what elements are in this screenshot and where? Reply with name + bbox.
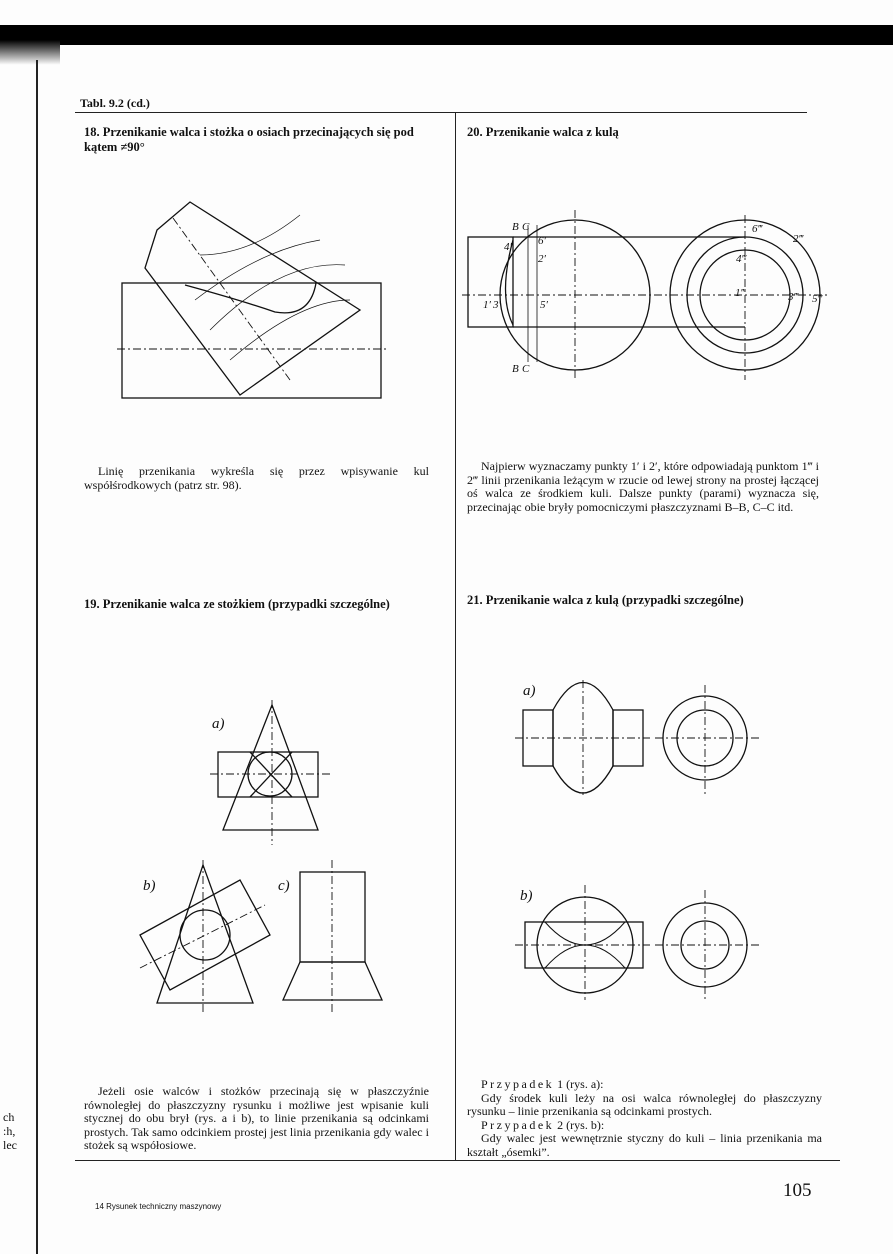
svg-text:C: C (522, 221, 530, 233)
svg-text:3‴: 3‴ (788, 291, 799, 303)
section-20-text: Najpierw wyznaczamy punkty 1′ i 2′, które odpowiadają punktom 1‴ i 2‴ linii przenikania leżącym w rzucie od lewej strony na prostej łączącej oś walca ze środkiem kuli. Dalsze punkty (parami) wyznacza się, przecinając obie bryły pomocniczymi płaszczyznami B–B, C–C itd. (467, 459, 819, 514)
svg-text:3′: 3′ (493, 299, 501, 311)
svg-text:B: B (512, 363, 519, 375)
case-2-text: Gdy walec jest wewnętrznie styczny do kuli – linia przenikania ma kształt „ósemki”. (467, 1131, 822, 1159)
svg-text:1‴: 1‴ (735, 287, 746, 299)
margin-fragment: :h, (3, 1124, 16, 1138)
table-label: Tabl. 9.2 (cd.) (80, 96, 150, 110)
svg-text:1′: 1′ (483, 299, 491, 311)
svg-text:2‴: 2‴ (793, 233, 804, 245)
section-21-title: 21. Przenikanie walca z kulą (przypadki szczególne) (467, 593, 744, 607)
case-1-label: Przypadek (481, 1077, 555, 1091)
svg-text:6′: 6′ (538, 235, 546, 247)
section-18-text: Linię przenikania wykreśla się przez wpisywanie kul współśrodkowych (patrz str. 98). (84, 464, 429, 492)
margin-fragment: ch (3, 1110, 15, 1124)
footer-book-title: 14 Rysunek techniczny maszynowy (95, 1202, 222, 1211)
margin-fragments (3, 1110, 17, 1152)
svg-text:5′: 5′ (540, 299, 548, 311)
svg-text:6‴: 6‴ (752, 223, 763, 235)
svg-text:b): b) (520, 888, 533, 904)
case-1-text: Gdy środek kuli leży na osi walca równoległej do płaszczyzny rysunku – linie przenikania są odcinkami prostych. (467, 1090, 822, 1118)
svg-text:b): b) (143, 878, 156, 894)
svg-text:2′: 2′ (538, 253, 546, 265)
case-1-ref: 1 (rys. a): (554, 1077, 604, 1091)
svg-text:B: B (512, 221, 519, 233)
section-18-title: 18. Przenikanie walca i stożka o osiach przecinających się pod kątem ≠90° (84, 125, 414, 154)
svg-text:a): a) (212, 716, 225, 732)
section-20-title: 20. Przenikanie walca z kulą (467, 125, 619, 139)
svg-text:4′: 4′ (504, 241, 512, 253)
svg-text:a): a) (523, 683, 536, 699)
svg-text:4‴: 4‴ (736, 253, 747, 265)
case-2-ref: 2 (rys. b): (554, 1117, 605, 1132)
section-21-text (467, 1078, 822, 1159)
case-2-label: Przypadek (481, 1117, 555, 1132)
svg-text:c): c) (278, 878, 290, 894)
svg-text:5‴: 5‴ (812, 293, 823, 305)
section-19-text: Jeżeli osie walców i stożków przecinają się w płaszczyźnie równoległej do płaszczyzny rysunku i możliwe jest wpisanie kuli stycznej do obu brył (rys. a i b), to linie przenikania są odcinkami prostych. Tak samo odcinkiem prostej jest linia przenikania gdy walec i stożek są współosiowe. (84, 1084, 429, 1152)
section-19-title: 19. Przenikanie walca ze stożkiem (przypadki szczególne) (84, 597, 390, 611)
page-number: 105 (783, 1180, 812, 1201)
margin-fragment: lec (3, 1138, 17, 1152)
svg-text:C: C (522, 363, 530, 375)
